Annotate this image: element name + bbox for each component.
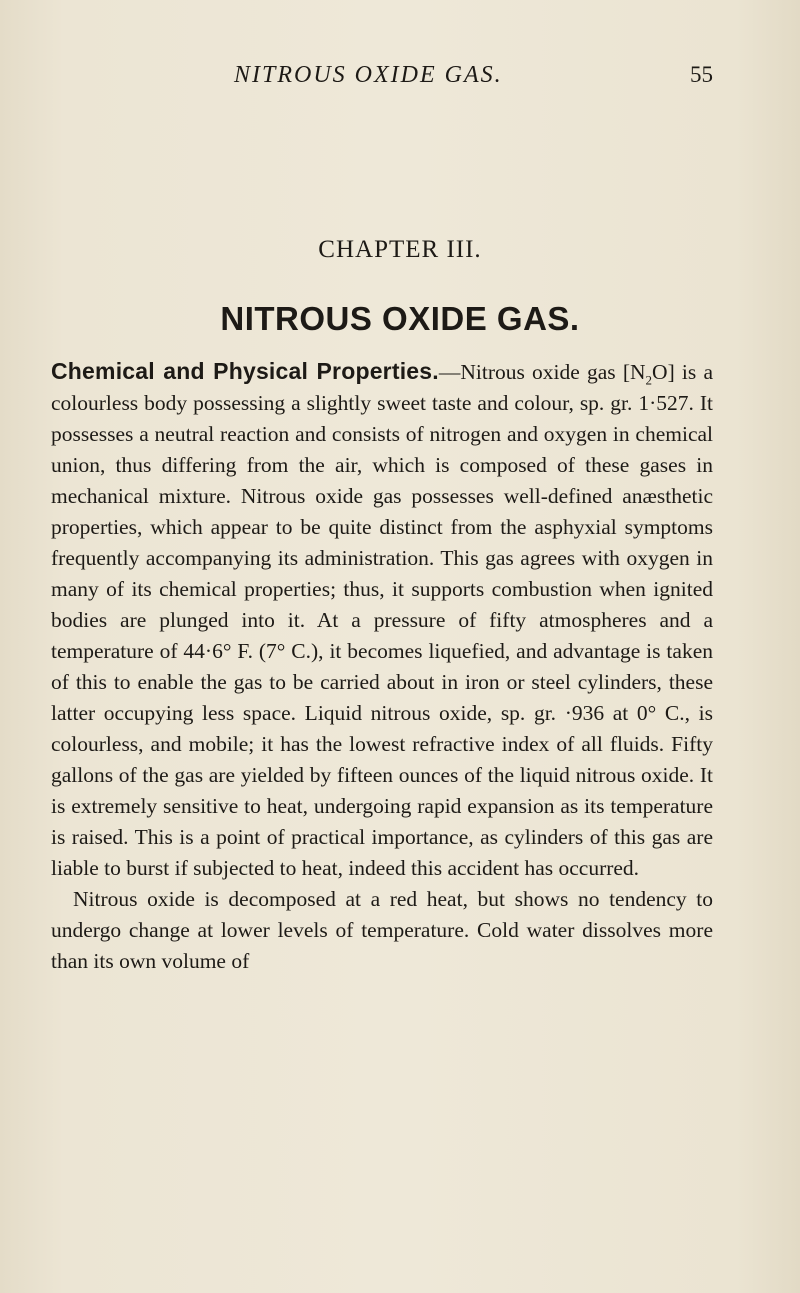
paragraph-text: Nitrous oxide gas [N: [460, 360, 646, 384]
paragraph-text: O] is a colourless body possessing a slightly sweet taste and colour, sp. gr. 1·527. It possesses a neutral reaction and consists of nitrogen and oxygen in chemical union, thus differing from the air, which is composed of these gases in mechanical mixture. Nitrous oxide gas possesses well-defined anæsthetic properties, which appear to be quite distinct from the asphyxial symptoms frequently accompanying its administration. This gas agrees with oxygen in many of its chemical properties; thus, it supports combustion when ignited bodies are plunged into it. At a pressure of fifty atmospheres and a temperature of 44·6° F. (7° C.), it becomes liquefied, and advantage is taken of this to enable the gas to be carried about in iron or steel cylinders, these latter occupying less space. Liquid nitrous oxide, sp. gr. ·936 at 0° C., is colourless, and mobile; it has the lowest refractive index of all fluids. Fifty gallons of the gas are yielded by fifteen ounces of the liquid nitrous oxide. It is extremely sensitive to heat, undergoing rapid expansion as its temperature is raised. This is a point of practical importance, as cylinders of this gas are liable to burst if subjected to heat, indeed this accident has occurred.: [51, 360, 713, 880]
running-head: [0, 62, 800, 102]
body-text: [51, 356, 713, 977]
chapter-label: CHAPTER III.: [318, 236, 482, 263]
running-title: NITROUS OXIDE GAS.: [234, 62, 503, 88]
em-dash: —: [438, 360, 461, 384]
section-heading: Chemical and Physical Properties.: [51, 358, 439, 384]
formula-subscript: 2: [645, 372, 653, 388]
paragraph: Nitrous oxide is decomposed at a red heat, but shows no tendency to undergo change at lower levels of temperature. Cold water dissolves more than its own volume of: [51, 887, 713, 973]
chapter-title: NITROUS OXIDE GAS.: [220, 300, 580, 337]
paragraph: [51, 356, 713, 884]
page-number: 55: [690, 62, 713, 87]
